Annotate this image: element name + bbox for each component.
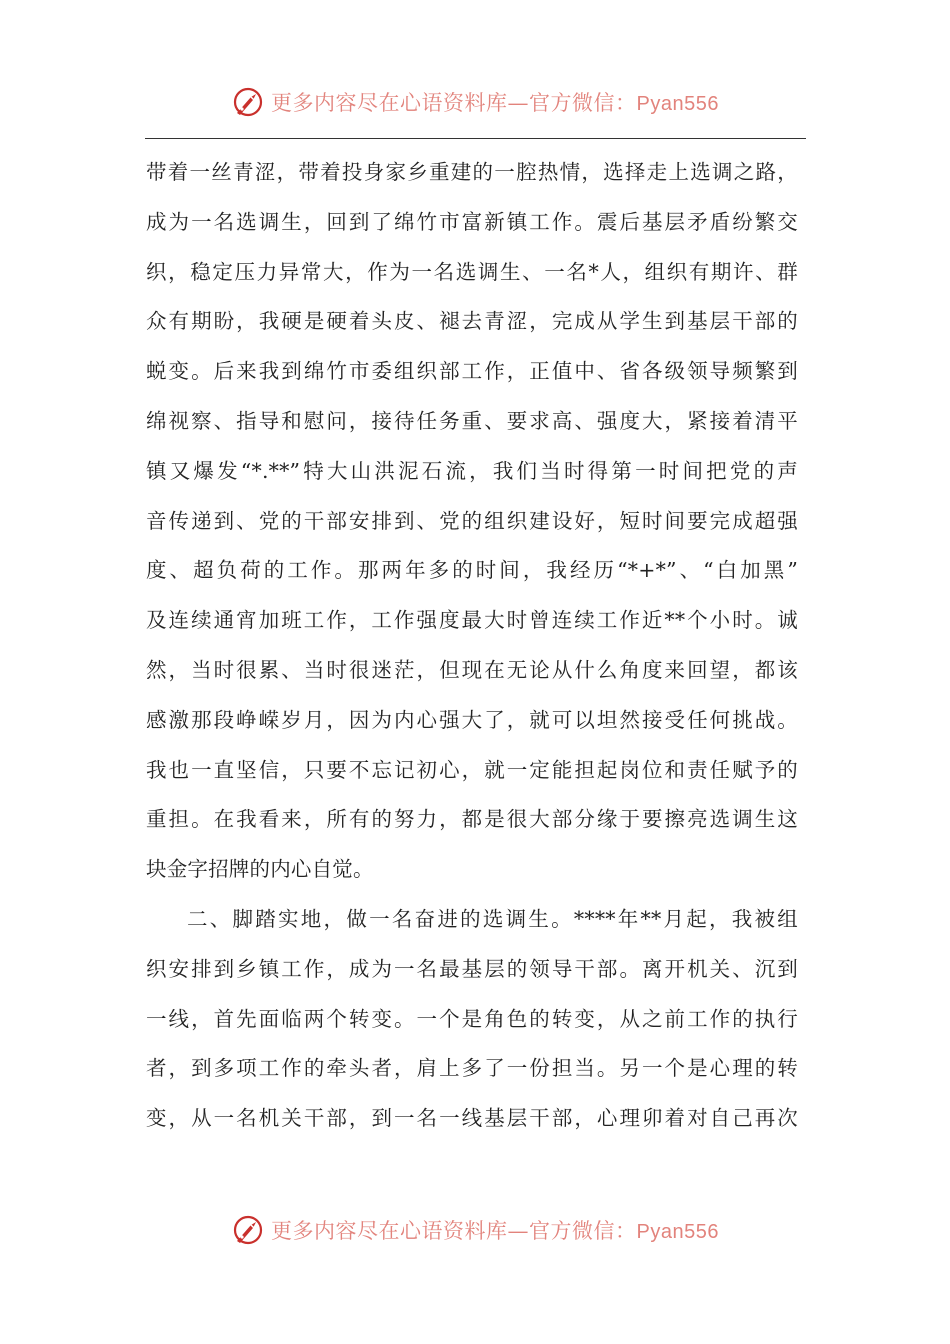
body-line: 一线，首先面临两个转变。一个是角色的转变，从之前工作的执行 [146, 1006, 798, 1031]
document-body [146, 148, 798, 1144]
header-text [271, 87, 719, 117]
footer-text [271, 1215, 719, 1245]
body-line: 织安排到乡镇工作，成为一名最基层的领导干部。离开机关、沉到 [146, 956, 798, 981]
body-line: 重担。在我看来，所有的努力，都是很大部分缘于要擦亮选调生这 [146, 807, 798, 832]
body-line: 镇又爆发“*.**”特大山洪泥石流，我们当时得第一时间把党的声 [146, 458, 798, 483]
header-caption: 更多内容尽在心语资料库—官方微信： [271, 91, 637, 115]
body-line: 度、超负荷的工作。那两年多的时间，我经历“*+*”、“白加黑” [146, 558, 798, 583]
body-line: 及连续通宵加班工作，工作强度最大时曾连续工作近**个小时。诚 [146, 608, 798, 633]
header-wechat-id: Pyan556 [636, 93, 719, 115]
body-line: 蜕变。后来我到绵竹市委组织部工作，正值中、省各级领导频繁到 [146, 359, 798, 384]
pen-nib-logo-icon [231, 1213, 265, 1247]
body-line: 成为一名选调生，回到了绵竹市富新镇工作。震后基层矛盾纷繁交 [146, 209, 798, 234]
body-line: 音传递到、党的干部安排到、党的组织建设好，短时间要完成超强 [146, 508, 798, 533]
body-line: 我也一直坚信，只要不忘记初心，就一定能担起岗位和责任赋予的 [146, 757, 798, 782]
header-rule [145, 138, 806, 139]
pen-nib-logo-icon [231, 85, 265, 119]
body-line: 织，稳定压力异常大，作为一名选调生、一名*人，组织有期许、群 [146, 259, 798, 284]
body-line: 块金字招牌的内心自觉。 [146, 857, 374, 882]
body-line: 者，到多项工作的牵头者，肩上多了一份担当。另一个是心理的转 [146, 1056, 798, 1081]
header-banner [0, 80, 950, 124]
body-line: 众有期盼，我硬是硬着头皮、褪去青涩，完成从学生到基层干部的 [146, 309, 798, 334]
footer-wechat-id: Pyan556 [636, 1221, 719, 1243]
section-heading-line: 二、脚踏实地，做一名奋进的选调生。****年**月起，我被组 [187, 906, 798, 931]
footer-caption: 更多内容尽在心语资料库—官方微信： [271, 1219, 637, 1243]
body-line: 感激那段峥嵘岁月，因为内心强大了，就可以坦然接受任何挑战。 [146, 707, 798, 732]
footer-banner [0, 1208, 950, 1252]
body-line: 然，当时很累、当时很迷茫，但现在无论从什么角度来回望，都该 [146, 657, 798, 682]
body-line: 绵视察、指导和慰问，接待任务重、要求高、强度大，紧接着清平 [146, 408, 798, 433]
body-line: 变，从一名机关干部，到一名一线基层干部，心理卯着对自己再次 [146, 1106, 798, 1131]
body-line: 带着一丝青涩，带着投身家乡重建的一腔热情，选择走上选调之路， [146, 160, 798, 184]
